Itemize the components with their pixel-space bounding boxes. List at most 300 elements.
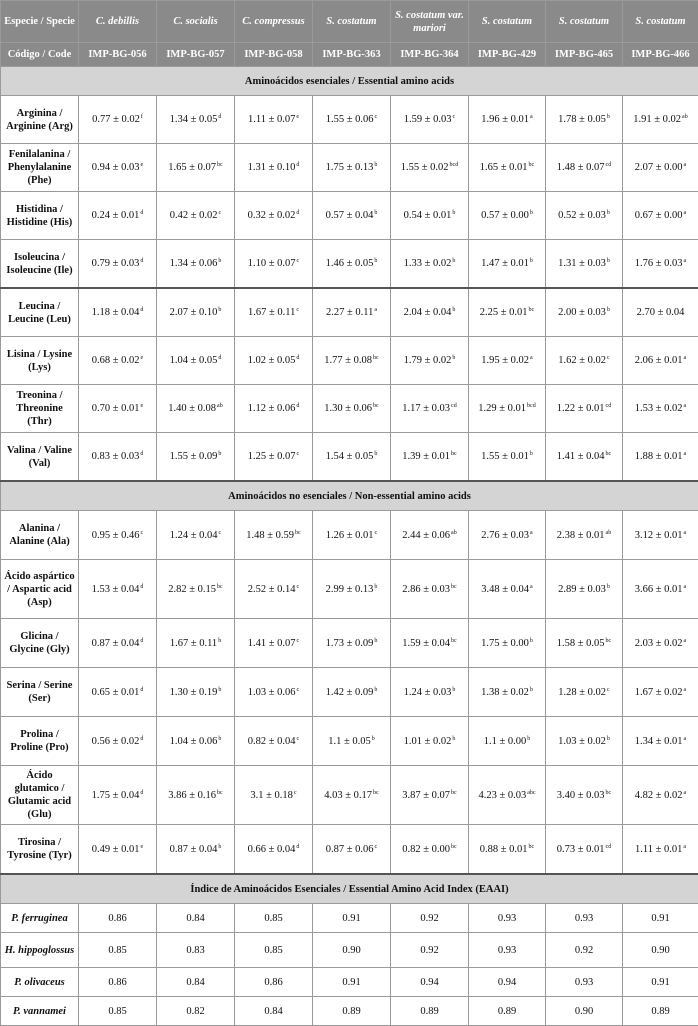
significance-letter: b bbox=[374, 638, 377, 644]
value-cell bbox=[313, 337, 391, 385]
significance-letter: bc bbox=[451, 790, 457, 796]
cell-value: 1.26 ± 0.01 bbox=[326, 530, 374, 541]
cell-value: 1.12 ± 0.06 bbox=[248, 403, 296, 414]
value-cell bbox=[623, 717, 698, 766]
cell-value: 1.95 ± 0.02 bbox=[481, 355, 529, 366]
value-cell bbox=[157, 144, 235, 192]
cell-value: 1.48 ± 0.59 bbox=[246, 530, 294, 541]
significance-letter: c bbox=[607, 355, 610, 361]
species-col: S. costatum var. mariori bbox=[391, 1, 469, 43]
cell-value: 0.70 ± 0.01 bbox=[92, 403, 140, 414]
significance-letter: a bbox=[530, 355, 533, 361]
value-cell bbox=[391, 668, 469, 717]
value-cell: 0.83 bbox=[157, 933, 235, 968]
row-label: P. ferruginea bbox=[1, 904, 79, 933]
value-cell bbox=[623, 96, 698, 144]
significance-letter: bc bbox=[529, 307, 535, 313]
table-row bbox=[1, 668, 698, 717]
significance-letter: a bbox=[684, 210, 687, 216]
value-cell: 0.91 bbox=[623, 968, 698, 997]
row-label: Valina / Valine (Val) bbox=[1, 433, 79, 482]
value-cell bbox=[157, 766, 235, 825]
cell-value: 1.53 ± 0.04 bbox=[92, 584, 140, 595]
value-cell bbox=[623, 337, 698, 385]
value-cell bbox=[313, 560, 391, 619]
value-cell: 0.92 bbox=[391, 904, 469, 933]
significance-letter: a bbox=[684, 790, 687, 796]
value-cell bbox=[157, 433, 235, 482]
significance-letter: d bbox=[140, 451, 143, 457]
value-cell bbox=[623, 288, 698, 337]
value-cell bbox=[391, 433, 469, 482]
value-cell bbox=[623, 144, 698, 192]
table-row bbox=[1, 766, 698, 825]
significance-letter: b bbox=[607, 584, 610, 590]
significance-letter: c bbox=[297, 736, 300, 742]
value-cell bbox=[623, 668, 698, 717]
value-cell bbox=[469, 144, 546, 192]
table-row bbox=[1, 288, 698, 337]
value-cell bbox=[235, 337, 313, 385]
value-cell bbox=[79, 560, 157, 619]
cell-value: 0.65 ± 0.01 bbox=[92, 687, 140, 698]
value-cell bbox=[79, 192, 157, 240]
significance-letter: b bbox=[218, 638, 221, 644]
cell-value: 0.95 ± 0.46 bbox=[92, 530, 140, 541]
significance-letter: c bbox=[296, 307, 299, 313]
value-cell bbox=[546, 511, 623, 560]
code-col: IMP-BG-429 bbox=[469, 43, 546, 67]
value-cell: 0.91 bbox=[313, 968, 391, 997]
value-cell bbox=[157, 240, 235, 289]
value-cell: 0.82 bbox=[157, 997, 235, 1026]
cell-value: 2.06 ± 0.01 bbox=[635, 355, 683, 366]
value-cell bbox=[546, 560, 623, 619]
table-row bbox=[1, 717, 698, 766]
cell-value: 1.59 ± 0.03 bbox=[404, 114, 452, 125]
row-label: Leucina / Leucine (Leu) bbox=[1, 288, 79, 337]
significance-letter: c bbox=[375, 844, 378, 850]
cell-value: 1.24 ± 0.03 bbox=[404, 687, 452, 698]
value-cell bbox=[235, 619, 313, 668]
value-cell bbox=[157, 560, 235, 619]
cell-value: 1.54 ± 0.05 bbox=[326, 451, 374, 462]
row-label: Ácido glutamico / Glutamic acid (Glu) bbox=[1, 766, 79, 825]
significance-letter: ab bbox=[217, 403, 223, 409]
significance-letter: b bbox=[607, 258, 610, 264]
significance-letter: bc bbox=[451, 844, 457, 850]
value-cell bbox=[623, 619, 698, 668]
cell-value: 1.55 ± 0.06 bbox=[326, 114, 374, 125]
value-cell bbox=[79, 433, 157, 482]
cell-value: 1.96 ± 0.01 bbox=[481, 114, 529, 125]
value-cell: 0.86 bbox=[79, 904, 157, 933]
row-label: Prolina / Proline (Pro) bbox=[1, 717, 79, 766]
value-cell bbox=[546, 96, 623, 144]
value-cell bbox=[623, 433, 698, 482]
value-cell bbox=[235, 560, 313, 619]
value-cell bbox=[546, 825, 623, 875]
section-title: Índice de Aminoácidos Esenciales / Essential Amino Acid Index (EAAI) bbox=[1, 874, 698, 904]
significance-letter: a bbox=[530, 114, 533, 120]
value-cell bbox=[623, 192, 698, 240]
cell-value: 1.34 ± 0.05 bbox=[170, 114, 218, 125]
value-cell bbox=[235, 825, 313, 875]
value-cell: 0.86 bbox=[235, 968, 313, 997]
significance-letter: d bbox=[296, 210, 299, 216]
code-header-row bbox=[1, 43, 698, 67]
code-col: IMP-BG-465 bbox=[546, 43, 623, 67]
cell-value: 0.87 ± 0.04 bbox=[92, 638, 140, 649]
significance-letter: b bbox=[218, 844, 221, 850]
cell-value: 1.04 ± 0.05 bbox=[170, 355, 218, 366]
value-cell bbox=[391, 766, 469, 825]
value-cell bbox=[391, 511, 469, 560]
cell-value: 0.77 ± 0.02 bbox=[92, 114, 140, 125]
cell-value: 2.07 ± 0.00 bbox=[635, 162, 683, 173]
cell-value: 1.59 ± 0.04 bbox=[402, 638, 450, 649]
significance-letter: e bbox=[141, 844, 144, 850]
cell-value: 1.24 ± 0.04 bbox=[170, 530, 218, 541]
cell-value: 1.1 ± 0.00 bbox=[484, 736, 527, 747]
significance-letter: c bbox=[297, 584, 300, 590]
significance-letter: c bbox=[297, 451, 300, 457]
value-cell bbox=[623, 560, 698, 619]
cell-value: 0.87 ± 0.06 bbox=[326, 844, 374, 855]
significance-letter: b bbox=[452, 258, 455, 264]
value-cell bbox=[313, 717, 391, 766]
table-row bbox=[1, 968, 698, 997]
significance-letter: ab bbox=[606, 530, 612, 536]
row-label: Histidina / Histidine (His) bbox=[1, 192, 79, 240]
significance-letter: bc bbox=[295, 530, 301, 536]
cell-value: 1.46 ± 0.05 bbox=[326, 258, 374, 269]
cell-value: 1.55 ± 0.09 bbox=[170, 451, 218, 462]
significance-letter: a bbox=[684, 638, 687, 644]
value-cell bbox=[79, 511, 157, 560]
cell-value: 1.11 ± 0.01 bbox=[635, 844, 682, 855]
cell-value: 0.82 ± 0.00 bbox=[402, 844, 450, 855]
cell-value: 2.52 ± 0.14 bbox=[248, 584, 296, 595]
cell-value: 3.40 ± 0.03 bbox=[557, 790, 605, 801]
species-col: C. socialis bbox=[157, 1, 235, 43]
value-cell bbox=[79, 96, 157, 144]
significance-letter: bc bbox=[373, 355, 379, 361]
cell-value: 0.24 ± 0.01 bbox=[92, 210, 140, 221]
code-col: IMP-BG-056 bbox=[79, 43, 157, 67]
value-cell bbox=[313, 511, 391, 560]
significance-letter: a bbox=[684, 530, 687, 536]
species-col: S. costatum bbox=[623, 1, 698, 43]
significance-letter: c bbox=[141, 530, 144, 536]
value-cell bbox=[623, 385, 698, 433]
species-col: C. debillis bbox=[79, 1, 157, 43]
code-col: IMP-BG-364 bbox=[391, 43, 469, 67]
table-row bbox=[1, 997, 698, 1026]
value-cell bbox=[313, 240, 391, 289]
significance-letter: d bbox=[140, 307, 143, 313]
significance-letter: bc bbox=[451, 451, 457, 457]
cell-value: 4.82 ± 0.02 bbox=[635, 790, 683, 801]
value-cell bbox=[391, 240, 469, 289]
significance-letter: c bbox=[453, 114, 456, 120]
cell-value: 0.82 ± 0.04 bbox=[248, 736, 296, 747]
value-cell bbox=[469, 825, 546, 875]
cell-value: 2.70 ± 0.04 bbox=[637, 307, 685, 318]
value-cell bbox=[157, 825, 235, 875]
value-cell bbox=[623, 511, 698, 560]
value-cell bbox=[235, 385, 313, 433]
value-cell bbox=[391, 288, 469, 337]
significance-letter: bc bbox=[606, 638, 612, 644]
value-cell bbox=[469, 619, 546, 668]
value-cell: 0.91 bbox=[313, 904, 391, 933]
value-cell bbox=[391, 337, 469, 385]
significance-letter: c bbox=[297, 638, 300, 644]
significance-letter: b bbox=[374, 210, 377, 216]
cell-value: 2.03 ± 0.02 bbox=[635, 638, 683, 649]
value-cell: 0.85 bbox=[79, 933, 157, 968]
cell-value: 1.02 ± 0.05 bbox=[248, 355, 296, 366]
significance-letter: a bbox=[684, 687, 687, 693]
cell-value: 1.29 ± 0.01 bbox=[478, 403, 526, 414]
cell-value: 1.55 ± 0.01 bbox=[481, 451, 529, 462]
value-cell bbox=[546, 433, 623, 482]
value-cell: 0.84 bbox=[235, 997, 313, 1026]
value-cell bbox=[79, 668, 157, 717]
value-cell: 0.86 bbox=[79, 968, 157, 997]
value-cell: 0.93 bbox=[546, 968, 623, 997]
significance-letter: d bbox=[140, 638, 143, 644]
cell-value: 1.03 ± 0.06 bbox=[248, 687, 296, 698]
cell-value: 1.58 ± 0.05 bbox=[557, 638, 605, 649]
cell-value: 0.94 ± 0.03 bbox=[92, 162, 140, 173]
value-cell bbox=[391, 717, 469, 766]
cell-value: 3.12 ± 0.01 bbox=[635, 530, 683, 541]
significance-letter: b bbox=[607, 210, 610, 216]
value-cell bbox=[391, 96, 469, 144]
section-title: Aminoácidos no esenciales / Non-essential amino acids bbox=[1, 481, 698, 511]
cell-value: 3.48 ± 0.04 bbox=[481, 584, 529, 595]
cell-value: 0.88 ± 0.01 bbox=[480, 844, 528, 855]
significance-letter: c bbox=[375, 114, 378, 120]
table-row bbox=[1, 904, 698, 933]
cell-value: 1.73 ± 0.09 bbox=[326, 638, 374, 649]
value-cell: 0.93 bbox=[469, 904, 546, 933]
value-cell: 0.93 bbox=[469, 933, 546, 968]
significance-letter: a bbox=[684, 451, 687, 457]
value-cell bbox=[79, 337, 157, 385]
value-cell bbox=[79, 144, 157, 192]
significance-letter: bc bbox=[217, 584, 223, 590]
section-header-row bbox=[1, 481, 698, 511]
value-cell bbox=[157, 288, 235, 337]
significance-letter: a bbox=[684, 355, 687, 361]
code-col: IMP-BG-057 bbox=[157, 43, 235, 67]
cell-value: 1.17 ± 0.03 bbox=[402, 403, 450, 414]
cell-value: 1.53 ± 0.02 bbox=[635, 403, 683, 414]
value-cell: 0.85 bbox=[235, 933, 313, 968]
significance-letter: d bbox=[296, 403, 299, 409]
significance-letter: b bbox=[218, 736, 221, 742]
cell-value: 0.87 ± 0.04 bbox=[170, 844, 218, 855]
value-cell bbox=[623, 766, 698, 825]
value-cell bbox=[79, 385, 157, 433]
cell-value: 2.89 ± 0.03 bbox=[558, 584, 606, 595]
significance-letter: b bbox=[374, 451, 377, 457]
species-col: S. costatum bbox=[546, 1, 623, 43]
cell-value: 1.31 ± 0.10 bbox=[248, 162, 296, 173]
cell-value: 1.75 ± 0.04 bbox=[92, 790, 140, 801]
value-cell bbox=[546, 619, 623, 668]
cell-value: 0.57 ± 0.04 bbox=[326, 210, 374, 221]
cell-value: 0.79 ± 0.03 bbox=[92, 258, 140, 269]
table-row bbox=[1, 825, 698, 875]
value-cell bbox=[469, 385, 546, 433]
row-label: Fenilalanina / Phenylalanine (Phe) bbox=[1, 144, 79, 192]
cell-value: 2.04 ± 0.04 bbox=[404, 307, 452, 318]
significance-letter: bcd bbox=[450, 162, 459, 168]
row-label: P. olivaceus bbox=[1, 968, 79, 997]
significance-letter: a bbox=[684, 584, 687, 590]
value-cell: 0.92 bbox=[391, 933, 469, 968]
cell-value: 1.65 ± 0.01 bbox=[480, 162, 528, 173]
cell-value: 2.07 ± 0.10 bbox=[170, 307, 218, 318]
cell-value: 2.38 ± 0.01 bbox=[557, 530, 605, 541]
row-label: Glicina / Glycine (Gly) bbox=[1, 619, 79, 668]
significance-letter: cd bbox=[606, 162, 612, 168]
significance-letter: e bbox=[296, 114, 299, 120]
cell-value: 2.76 ± 0.03 bbox=[481, 530, 529, 541]
significance-letter: bc bbox=[529, 844, 535, 850]
significance-letter: a bbox=[684, 403, 687, 409]
significance-letter: b bbox=[530, 687, 533, 693]
cell-value: 1.39 ± 0.01 bbox=[402, 451, 450, 462]
cell-value: 1.38 ± 0.02 bbox=[481, 687, 529, 698]
table-row bbox=[1, 433, 698, 482]
significance-letter: b bbox=[218, 307, 221, 313]
cell-value: 1.41 ± 0.04 bbox=[557, 451, 605, 462]
cell-value: 1.42 ± 0.09 bbox=[326, 687, 374, 698]
value-cell bbox=[469, 240, 546, 289]
significance-letter: b bbox=[372, 736, 375, 742]
cell-value: 4.03 ± 0.17 bbox=[324, 790, 372, 801]
table-row bbox=[1, 96, 698, 144]
cell-value: 2.82 ± 0.15 bbox=[168, 584, 216, 595]
cell-value: 2.27 ± 0.11 bbox=[326, 307, 373, 318]
value-cell bbox=[469, 96, 546, 144]
value-cell: 0.84 bbox=[157, 968, 235, 997]
value-cell bbox=[391, 619, 469, 668]
significance-letter: b bbox=[218, 687, 221, 693]
significance-letter: b bbox=[452, 307, 455, 313]
species-col: S. costatum bbox=[469, 1, 546, 43]
significance-letter: d bbox=[296, 162, 299, 168]
cell-value: 1.28 ± 0.02 bbox=[558, 687, 606, 698]
value-cell bbox=[546, 766, 623, 825]
significance-letter: bc bbox=[217, 162, 223, 168]
significance-letter: c bbox=[607, 687, 610, 693]
cell-value: 1.67 ± 0.02 bbox=[635, 687, 683, 698]
value-cell bbox=[313, 144, 391, 192]
value-cell bbox=[546, 192, 623, 240]
value-cell bbox=[157, 337, 235, 385]
significance-letter: d bbox=[140, 736, 143, 742]
section-header-row bbox=[1, 67, 698, 96]
significance-letter: cd bbox=[606, 844, 612, 850]
value-cell bbox=[313, 825, 391, 875]
significance-letter: d bbox=[140, 258, 143, 264]
value-cell: 0.89 bbox=[391, 997, 469, 1026]
cell-value: 0.32 ± 0.02 bbox=[248, 210, 296, 221]
significance-letter: c bbox=[297, 687, 300, 693]
significance-letter: b bbox=[374, 584, 377, 590]
value-cell bbox=[391, 825, 469, 875]
value-cell bbox=[546, 240, 623, 289]
value-cell bbox=[157, 96, 235, 144]
cell-value: 1.76 ± 0.03 bbox=[635, 258, 683, 269]
value-cell bbox=[546, 337, 623, 385]
significance-letter: c bbox=[375, 530, 378, 536]
significance-letter: bc bbox=[373, 790, 379, 796]
row-label: Arginina / Arginine (Arg) bbox=[1, 96, 79, 144]
cell-value: 0.54 ± 0.01 bbox=[404, 210, 452, 221]
significance-letter: bc bbox=[451, 584, 457, 590]
value-cell bbox=[79, 717, 157, 766]
value-cell bbox=[79, 766, 157, 825]
value-cell bbox=[546, 717, 623, 766]
significance-letter: d bbox=[140, 210, 143, 216]
significance-letter: d bbox=[140, 584, 143, 590]
value-cell bbox=[469, 511, 546, 560]
value-cell bbox=[313, 668, 391, 717]
cell-value: 2.44 ± 0.06 bbox=[402, 530, 450, 541]
significance-letter: ab bbox=[682, 114, 688, 120]
value-cell bbox=[313, 192, 391, 240]
significance-letter: e bbox=[141, 403, 144, 409]
cell-value: 2.00 ± 0.03 bbox=[558, 307, 606, 318]
significance-letter: bc bbox=[606, 451, 612, 457]
significance-letter: f bbox=[141, 114, 143, 120]
value-cell bbox=[546, 144, 623, 192]
value-cell bbox=[79, 619, 157, 668]
value-cell: 0.90 bbox=[313, 933, 391, 968]
significance-letter: abc bbox=[527, 790, 535, 796]
cell-value: 0.67 ± 0.00 bbox=[635, 210, 683, 221]
cell-value: 1.65 ± 0.07 bbox=[168, 162, 216, 173]
table-row bbox=[1, 385, 698, 433]
cell-value: 2.25 ± 0.01 bbox=[480, 307, 528, 318]
table-row bbox=[1, 560, 698, 619]
cell-value: 1.03 ± 0.02 bbox=[558, 736, 606, 747]
value-cell bbox=[391, 385, 469, 433]
value-cell: 0.89 bbox=[623, 997, 698, 1026]
value-cell bbox=[79, 825, 157, 875]
cell-value: 1.30 ± 0.06 bbox=[324, 403, 372, 414]
value-cell: 0.90 bbox=[546, 997, 623, 1026]
value-cell: 0.90 bbox=[623, 933, 698, 968]
value-cell bbox=[235, 144, 313, 192]
value-cell: 0.91 bbox=[623, 904, 698, 933]
value-cell bbox=[469, 288, 546, 337]
value-cell bbox=[157, 385, 235, 433]
value-cell bbox=[235, 96, 313, 144]
significance-letter: d bbox=[296, 355, 299, 361]
cell-value: 1.01 ± 0.02 bbox=[404, 736, 452, 747]
row-label: Ácido aspártico / Aspartic acid (Asp) bbox=[1, 560, 79, 619]
cell-value: 1.34 ± 0.01 bbox=[635, 736, 683, 747]
significance-letter: a bbox=[684, 258, 687, 264]
